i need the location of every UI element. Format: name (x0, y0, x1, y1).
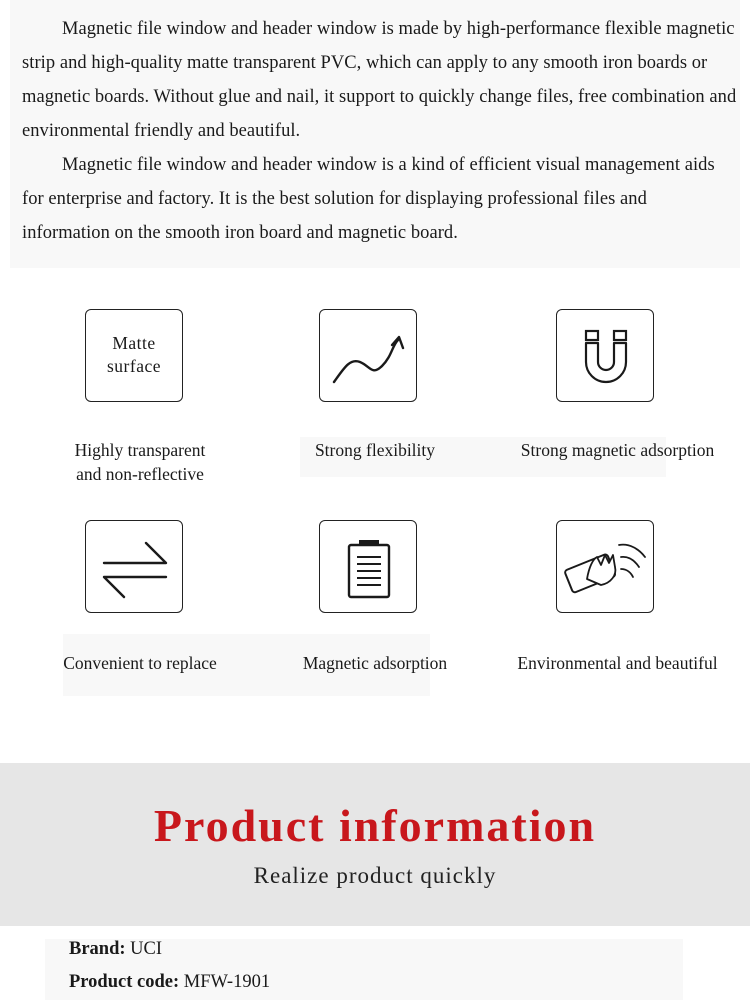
spec-brand: Brand: UCI (69, 939, 163, 959)
feature-box-wipe (556, 520, 654, 613)
swap-arrows-icon (86, 521, 184, 614)
feature-label-magnetic-strong: Strong magnetic adsorption (520, 440, 715, 460)
feature-label-flexibility: Strong flexibility (314, 440, 436, 460)
product-info-banner (0, 763, 750, 926)
banner-title: Product information (153, 800, 597, 851)
magnet-icon (557, 310, 655, 403)
feature-box-magnet (556, 309, 654, 402)
feature-label-replace: Convenient to replace (63, 653, 217, 673)
wipe-hand-icon (557, 521, 655, 614)
feature-label-transparent: Highly transparent and non-reflective (74, 440, 206, 484)
feature-label-environmental: Environmental and beautiful (517, 653, 718, 673)
feature-box-flexibility (319, 309, 417, 402)
banner-subtitle: Realize product quickly (253, 863, 497, 888)
intro-paragraph-2: Magnetic file window and header window is a kind of efficient visual management aids for enterprise and factory. It is the best solution for displaying professional files and information on the smooth iron board and magnetic board. (22, 155, 715, 243)
flexibility-curve-icon (320, 310, 418, 403)
matte-surface-icon: Matte surface (106, 333, 162, 376)
intro-paragraph-1: Magnetic file window and header window is made by high-performance flexible magnetic strip and high-quality matte transparent PVC, which can apply to any smooth iron boards or magnetic boards. Without glue and nail, it support to quickly change files, free combination and environmental friendly and beautiful. (22, 19, 737, 141)
feature-box-replace (85, 520, 183, 613)
feature-label-adsorption: Magnetic adsorption (302, 653, 448, 673)
feature-box-clipboard (319, 520, 417, 613)
spec-product-code: Product code: MFW-1901 (69, 972, 271, 992)
product-specs (45, 939, 683, 1000)
clipboard-icon (320, 521, 418, 614)
feature-box-matte (85, 309, 183, 402)
intro-section (10, 0, 740, 268)
